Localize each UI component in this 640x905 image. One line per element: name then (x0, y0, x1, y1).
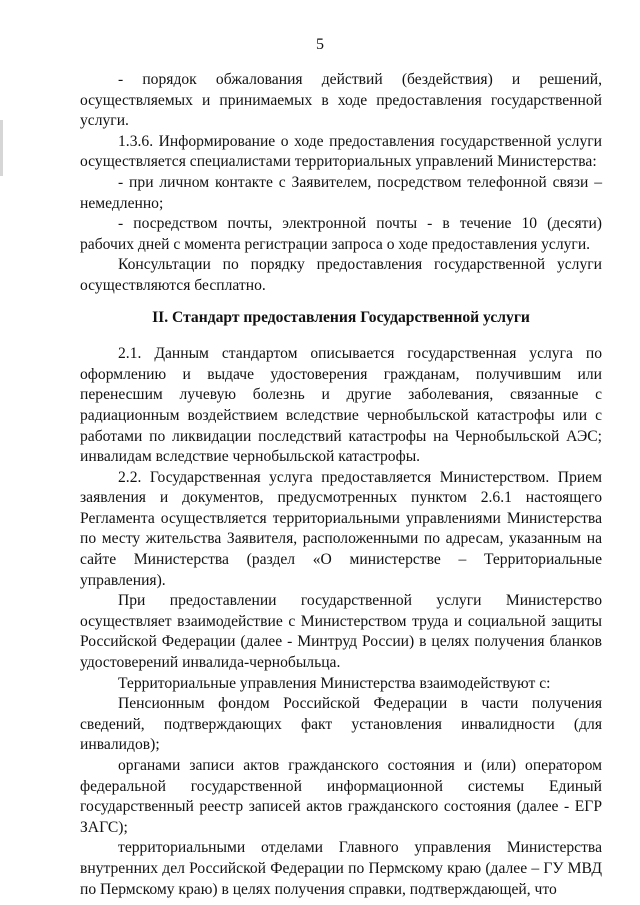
paragraph: Консультации по порядку предоставления государственной услуги осуществляются бесплатно. (80, 256, 602, 294)
paragraph: 2.2. Государственная услуга предоставляется Министерством. Прием заявления и документов, предусмотренных пунктом 2.6.1 настоящего Регламента осуществляется территориальными управлениями Министерства по месту жительства Заявителя, расположенными по адресам, указанным на сайте Министерства (раздел «О министерстве – Территориальные управления). (80, 468, 602, 589)
paragraph: - посредством почты, электронной почты - в течение 10 (десяти) рабочих дней с момента регистрации запроса о ходе предоставления услуги. (80, 215, 602, 253)
paragraph: При предоставлении государственной услуги Министерство осуществляет взаимодействие с Министерством труда и социальной защиты Российской Федерации (далее - Минтруд России) в целях получения бланков удостоверений инвалида-чернобыльца. (80, 592, 602, 672)
page-number: 5 (316, 36, 324, 53)
paragraph: 2.1. Данным стандартом описывается государственная услуга по оформлению и выдаче удостоверения гражданам, получившим или перенесшим лучевую болезнь и другие заболевания, связанные с радиационным воздействием вследствие чернобыльской катастрофы или с работами по ликвидации последствий катастрофы на Чернобыльской АЭС; инвалидам вследствие чернобыльской катастрофы. (80, 345, 602, 466)
paragraph: - порядок обжалования действий (бездействия) и решений, осуществляемых и принимаемых в ходе предоставления государственной услуги. (80, 71, 602, 130)
paragraph: 1.3.6. Информирование о ходе предоставления государственной услуги осуществляется специалистами территориальных управлений Министерства: (80, 132, 602, 171)
document-body (80, 70, 602, 900)
paragraph: Территориальные управления Министерства взаимодействуют с: (118, 674, 551, 692)
scan-edge-mark (0, 120, 3, 176)
paragraph: территориальными отделами Главного управления Министерства внутренних дел Российской Федерации по Пермскому краю (далее – ГУ МВД по Пермскому краю) в целях получения справки, подтверждающей, что (80, 839, 602, 898)
paragraph: органами записи актов гражданского состояния и (или) оператором федеральной государственной информационной системы Единый государственный реестр записей актов гражданского состояния (далее - ЕГР ЗАГС); (80, 757, 602, 836)
paragraph: - при личном контакте с Заявителем, посредством телефонной связи – немедленно; (80, 173, 602, 212)
section-heading: II. Стандарт предоставления Государственной услуги (152, 308, 530, 326)
paragraph: Пенсионным фондом Российской Федерации в части получения сведений, подтверждающих факт установления инвалидности (для инвалидов); (80, 695, 602, 754)
